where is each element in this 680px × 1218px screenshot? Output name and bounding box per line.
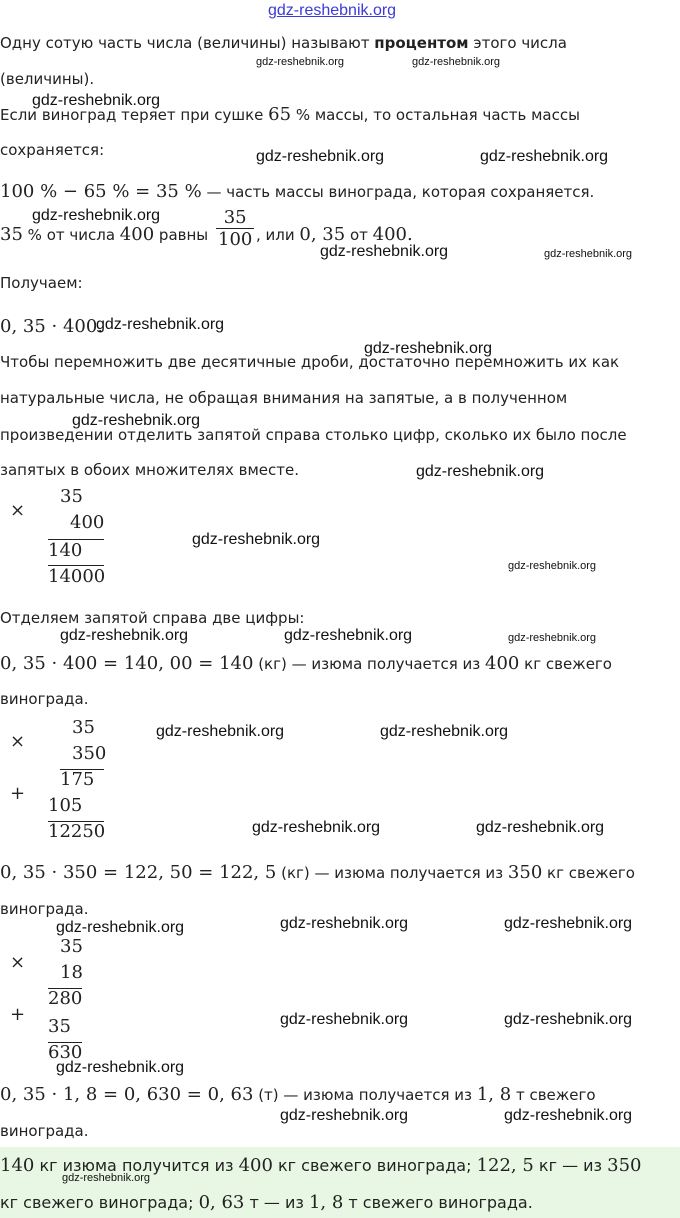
result-line-400 bbox=[0, 653, 612, 674]
text: кг свежего винограда; bbox=[272, 1156, 477, 1175]
watermark: gdz-reshebnik.org bbox=[364, 340, 493, 357]
math: 400 bbox=[238, 1155, 273, 1176]
watermark: gdz-reshebnik.org bbox=[60, 627, 189, 644]
unit: (т) bbox=[253, 1086, 279, 1104]
watermark: gdz-reshebnik.org bbox=[280, 1011, 409, 1028]
text: кг свежего bbox=[519, 655, 612, 673]
partial-product-2: 105 bbox=[48, 795, 83, 816]
plus-sign: + bbox=[10, 783, 26, 804]
factor-2: 350 bbox=[72, 743, 107, 764]
unit: (кг) bbox=[276, 864, 310, 882]
watermark: gdz-reshebnik.org bbox=[192, 531, 321, 548]
header-watermark-link[interactable]: gdz-reshebnik.org bbox=[268, 2, 397, 19]
separate-comma-label: Отделяем запятой справа две цифры: bbox=[0, 609, 305, 627]
math-35: 35 bbox=[0, 224, 23, 245]
text: % от числа bbox=[22, 226, 120, 244]
statement-line-2: сохраняется: bbox=[0, 141, 105, 159]
math: 122, 5 bbox=[476, 1155, 534, 1176]
text: % массы, то остальная часть массы bbox=[291, 106, 580, 124]
multiply-sign: × bbox=[10, 731, 26, 752]
watermark: gdz-reshebnik.org bbox=[416, 463, 545, 480]
label-poluchaem: Получаем: bbox=[0, 274, 83, 292]
watermark: gdz-reshebnik.org bbox=[62, 1172, 151, 1184]
math: 350 bbox=[507, 862, 543, 883]
factor-1: 35 bbox=[60, 486, 83, 507]
watermark: gdz-reshebnik.org bbox=[508, 560, 597, 572]
math-400: 400. bbox=[372, 224, 413, 245]
factor-1: 35 bbox=[60, 936, 83, 957]
watermark: gdz-reshebnik.org bbox=[504, 1107, 633, 1124]
watermark: gdz-reshebnik.org bbox=[504, 915, 633, 932]
watermark: gdz-reshebnik.org bbox=[72, 412, 201, 429]
column-multiplication-1 bbox=[0, 484, 120, 590]
rule-line-2: натуральные числа, не обращая внимания на запятые, а в полученном bbox=[0, 389, 568, 407]
watermark: gdz-reshebnik.org bbox=[476, 819, 605, 836]
text: равны bbox=[154, 226, 209, 244]
text: этого числа bbox=[468, 34, 567, 52]
math: 0, 35 · 400 = 140, 00 = 140 bbox=[0, 653, 254, 674]
watermark: gdz-reshebnik.org bbox=[480, 148, 609, 165]
math: 140 bbox=[0, 1155, 35, 1176]
unit: (кг) bbox=[253, 655, 287, 673]
multiply-sign: × bbox=[10, 500, 26, 521]
fraction-numerator: 35 bbox=[223, 207, 247, 228]
fraction-denominator: 100 bbox=[218, 229, 253, 250]
result-line-400-cont: винограда. bbox=[0, 690, 89, 708]
watermark: gdz-reshebnik.org bbox=[504, 1011, 633, 1028]
column-multiplication-2 bbox=[0, 715, 120, 843]
watermark: gdz-reshebnik.org bbox=[156, 723, 285, 740]
rule-line-3: произведении отделить запятой справа столько цифр, сколько их было после bbox=[0, 426, 627, 444]
partial-product-2: 35 bbox=[48, 1016, 71, 1037]
watermark: gdz-reshebnik.org bbox=[256, 148, 385, 165]
factor-1: 35 bbox=[72, 717, 95, 738]
math: 1, 8 bbox=[308, 1192, 344, 1213]
equation-line bbox=[0, 181, 594, 202]
math-equation: 100 % − 65 % = 35 % bbox=[0, 181, 202, 202]
watermark: gdz-reshebnik.org bbox=[380, 723, 509, 740]
text: кг свежего винограда; bbox=[0, 1193, 199, 1212]
result: 630 bbox=[48, 1042, 83, 1063]
multiply-sign: × bbox=[10, 952, 26, 973]
rule-line-1: Чтобы перемножить две десятичные дроби, достаточно перемножить их как bbox=[0, 353, 620, 371]
result-line-1-8 bbox=[0, 1084, 596, 1105]
watermark: gdz-reshebnik.org bbox=[544, 248, 633, 260]
math: 350 bbox=[607, 1155, 642, 1176]
text: — часть массы винограда, которая сохраняется. bbox=[201, 183, 595, 201]
watermark: gdz-reshebnik.org bbox=[412, 56, 501, 68]
math: 0, 35 · 1, 8 = 0, 630 = 0, 63 bbox=[0, 1084, 254, 1105]
factor-2: 18 bbox=[60, 962, 83, 983]
partial-product-1: 280 bbox=[48, 988, 83, 1009]
text: — изюма получается из bbox=[286, 655, 486, 673]
fraction-35-100 bbox=[216, 207, 254, 250]
watermark: gdz-reshebnik.org bbox=[56, 919, 185, 936]
answer-line-2 bbox=[0, 1192, 533, 1213]
text: кг изюма получится из bbox=[34, 1156, 239, 1175]
math: 0, 35 · 350 = 122, 50 = 122, 5 bbox=[0, 862, 277, 883]
math-400: 400 bbox=[119, 224, 155, 245]
partial-product-1: 175 bbox=[60, 769, 95, 790]
result: 14000 bbox=[48, 566, 106, 587]
text: т свежего винограда. bbox=[343, 1193, 533, 1212]
text: т свежего bbox=[511, 1086, 596, 1104]
watermark: gdz-reshebnik.org bbox=[252, 819, 381, 836]
result-line-350 bbox=[0, 862, 635, 883]
result: 12250 bbox=[48, 821, 106, 842]
math-65: 65 bbox=[268, 104, 292, 125]
factor-2: 400 bbox=[70, 512, 105, 533]
watermark: gdz-reshebnik.org bbox=[256, 56, 345, 68]
watermark: gdz-reshebnik.org bbox=[96, 316, 225, 333]
text: , или bbox=[256, 226, 300, 244]
watermark: gdz-reshebnik.org bbox=[320, 243, 449, 260]
watermark: gdz-reshebnik.org bbox=[284, 627, 413, 644]
watermark: gdz-reshebnik.org bbox=[280, 915, 409, 932]
text: Если виноград теряет при сушке bbox=[0, 106, 269, 124]
watermark: gdz-reshebnik.org bbox=[32, 207, 161, 224]
term-percent: процентом bbox=[374, 34, 469, 52]
text: от bbox=[345, 226, 373, 244]
math: 400 bbox=[485, 653, 520, 674]
column-multiplication-3 bbox=[0, 934, 120, 1062]
watermark: gdz-reshebnik.org bbox=[56, 1059, 185, 1076]
math: 1, 8 bbox=[476, 1084, 512, 1105]
watermark: gdz-reshebnik.org bbox=[508, 632, 597, 644]
math-0-35: 0, 35 bbox=[299, 224, 346, 245]
plus-sign: + bbox=[10, 1004, 26, 1025]
definition-line-1 bbox=[0, 34, 567, 52]
rule-line-4: запятых в обоих множителях вместе. bbox=[0, 461, 299, 479]
math: 0, 63 bbox=[198, 1192, 245, 1213]
percent-line-tail bbox=[256, 224, 413, 245]
watermark: gdz-reshebnik.org bbox=[32, 92, 161, 109]
text: т — из bbox=[244, 1193, 309, 1212]
text: — изюма получается из bbox=[278, 1086, 477, 1104]
text: — изюма получается из bbox=[309, 864, 508, 882]
text: Одну сотую часть числа (величины) называют bbox=[0, 34, 375, 52]
text: кг — из bbox=[533, 1156, 608, 1175]
watermark: gdz-reshebnik.org bbox=[280, 1107, 409, 1124]
product-expression: 0, 35 · 400. bbox=[0, 316, 104, 337]
text: кг свежего bbox=[542, 864, 635, 882]
result-line-1-8-cont: винограда. bbox=[0, 1122, 89, 1140]
definition-line-2: (величины). bbox=[0, 70, 95, 88]
partial-product: 140 bbox=[48, 540, 83, 561]
result-line-350-cont: винограда. bbox=[0, 900, 89, 918]
percent-line bbox=[0, 224, 208, 245]
